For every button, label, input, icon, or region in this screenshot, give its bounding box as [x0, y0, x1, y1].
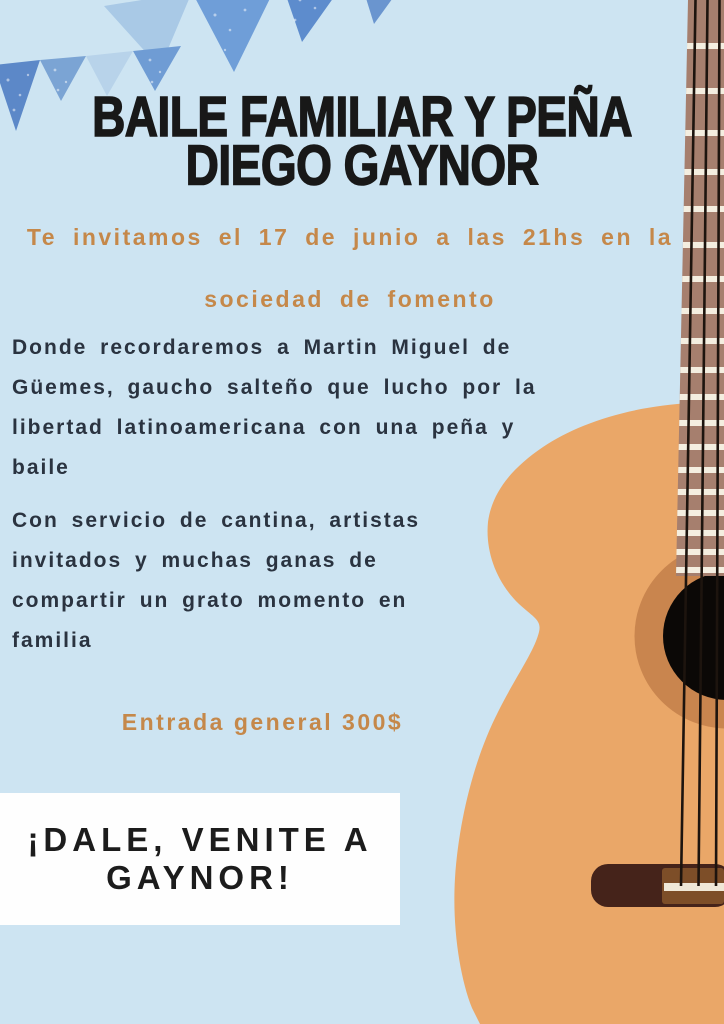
amenities-line: familia	[12, 629, 93, 652]
amenities-line: Con servicio de cantina, artistas	[12, 509, 421, 532]
invitation-line2: sociedad de fomento	[204, 286, 496, 312]
event-invitation-text	[0, 206, 700, 330]
invitation-line1: Te invitamos el 17 de junio a las 21hs en la	[26, 224, 674, 250]
bunting-flags-icon	[0, 0, 430, 150]
description-line: libertad latinoamericana con una peña y	[12, 416, 516, 439]
description-line: Güemes, gaucho salteño que lucho por la	[12, 376, 537, 399]
event-description	[12, 328, 582, 488]
event-title-line1: BAILE FAMILIAR Y PEÑA	[92, 84, 632, 149]
ticket-price: Entrada general 300$	[121, 709, 404, 735]
cta-line2: GAYNOR!	[106, 859, 294, 896]
amenities-line: compartir un grato momento en	[12, 589, 408, 612]
amenities-line: invitados y muchas ganas de	[12, 549, 378, 572]
cta-line1: ¡DALE, VENITE A	[27, 821, 373, 858]
description-line: baile	[12, 456, 70, 479]
cta-banner	[0, 793, 400, 925]
event-title-line2: DIEGO GAYNOR	[185, 133, 539, 197]
event-amenities	[12, 501, 582, 661]
description-line: Donde recordaremos a Martin Miguel de	[12, 336, 512, 359]
